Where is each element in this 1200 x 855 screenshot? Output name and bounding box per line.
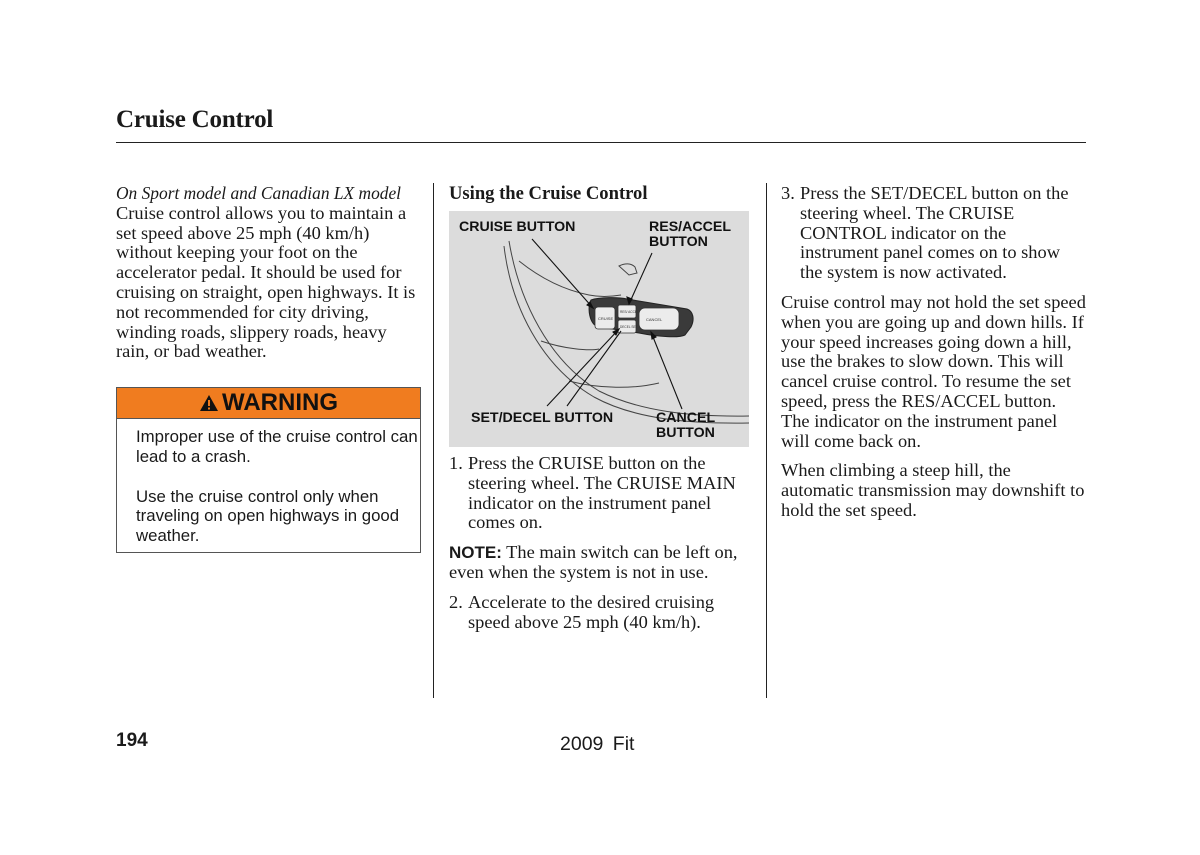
cruise-button-text: CRUISE [598, 316, 614, 321]
note-label: NOTE: [449, 543, 502, 563]
set-button-text: DECEL SET [620, 325, 638, 329]
note-paragraph [449, 543, 749, 583]
page-title: Cruise Control [116, 106, 274, 133]
res-button-text: RES/ ACCEL [620, 310, 639, 314]
column-intro [116, 184, 421, 362]
note-text: The main switch can be left on, even when the system is not in use. [449, 542, 738, 582]
page-number: 194 [116, 730, 148, 751]
model-note: On Sport model and Canadian LX model [116, 183, 402, 203]
label-set-decel: SET/DECEL BUTTON [471, 410, 614, 426]
warning-text-2: Use the cruise control only when traveling on open highways in good weather. [136, 486, 400, 546]
step-3-number: 3. [781, 183, 795, 203]
step-3-text: Press the SET/DECEL button on the steering wheel. The CRUISE CONTROL indicator on the instrument panel comes on to show the system is now activated. [800, 183, 1069, 283]
cancel-button-text: CANCEL [646, 317, 663, 322]
label-cancel-2: BUTTON [656, 425, 715, 441]
label-res-accel-1: RES/ACCEL [649, 219, 731, 235]
steering-wheel-figure [449, 211, 749, 447]
step-1-text: Press the CRUISE button on the steering wheel. The CRUISE MAIN indicator on the instrument panel comes on. [468, 453, 736, 533]
warning-text-1: Improper use of the cruise control can lead to a crash. [136, 427, 418, 466]
step-2 [449, 593, 749, 633]
using-steps [449, 454, 749, 632]
column-using [449, 184, 749, 204]
climbing-paragraph: When climbing a steep hill, the automatic transmission may downshift to hold the set speed. [781, 460, 1085, 520]
footer-model: 2009 Fit [560, 733, 635, 755]
step-2-number: 2. [449, 591, 463, 612]
column-divider-right [766, 183, 767, 698]
section-heading: Using the Cruise Control [449, 183, 648, 204]
step-2-text: Accelerate to the desired cruising speed above 25 mph (40 km/h). [468, 591, 715, 632]
step-1 [449, 454, 749, 533]
column-operation [781, 184, 1087, 521]
step-3 [781, 184, 1087, 283]
warning-label: WARNING [222, 389, 338, 416]
label-cruise-button: CRUISE BUTTON [459, 219, 576, 235]
label-res-accel-2: BUTTON [649, 234, 708, 250]
hill-paragraph: Cruise control may not hold the set speed when you are going up and down hills. If your speed increases going down a hill, use the brakes to slow down. This will cancel cruise control. To resume the set speed, press the RES/ACCEL button. The indicator on the instrument panel will come back on. [781, 291, 1086, 451]
title-rule [116, 142, 1086, 143]
intro-paragraph: Cruise control allows you to maintain a set speed above 25 mph (40 km/h) without keeping your foot on the accelerator pedal. It should be used for cruising on straight, open highways. It is not recommended for city driving, winding roads, slippery roads, heavy rain, or bad weather. [116, 202, 416, 362]
column-divider-left [433, 183, 434, 698]
warning-header [117, 388, 420, 419]
warning-box [116, 387, 421, 553]
warning-triangle-icon [199, 394, 219, 412]
label-cancel-1: CANCEL [656, 410, 716, 426]
step-1-number: 1. [449, 453, 463, 473]
